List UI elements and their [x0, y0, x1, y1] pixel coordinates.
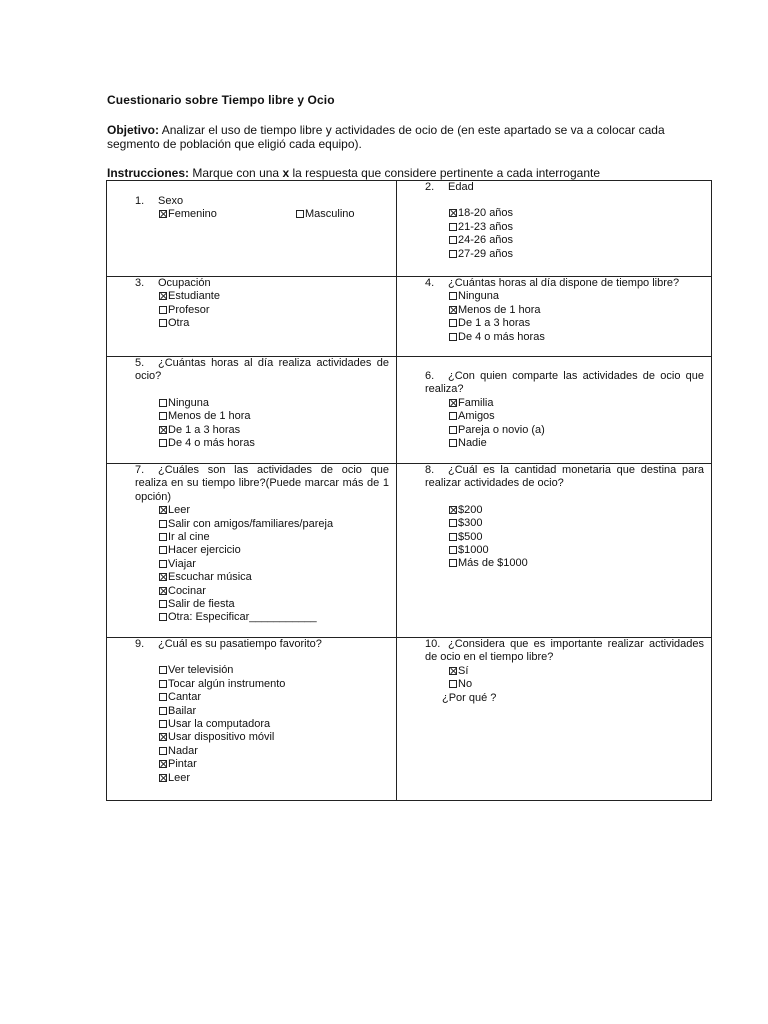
option-label: Familia	[458, 396, 494, 409]
question-5-cell	[107, 357, 397, 464]
checkbox-icon[interactable]	[159, 546, 167, 554]
option-item[interactable]	[159, 304, 389, 317]
table-row	[107, 357, 712, 464]
option-label: Hacer ejercicio	[168, 544, 241, 557]
option-label: Salir con amigos/familiares/pareja	[168, 517, 334, 530]
option-label: Nadie	[458, 437, 487, 450]
question-2-text: 2. Edad	[425, 181, 474, 193]
option-label: No	[458, 678, 473, 691]
option-label: Salir de fiesta	[168, 598, 235, 611]
option-label: Escuchar música	[168, 571, 252, 584]
question-10-text: 10. ¿Considera que es importante realizar actividades de ocio en el tiempo libre?	[425, 638, 704, 664]
option-label: Pareja o novio (a)	[458, 423, 545, 436]
option-item[interactable]	[449, 304, 704, 317]
option-item[interactable]	[449, 557, 704, 570]
option-label: $200	[458, 503, 483, 516]
checkbox-icon[interactable]	[159, 319, 167, 327]
question-2-options	[425, 207, 704, 261]
table-row	[107, 277, 712, 357]
checkbox-icon[interactable]	[159, 439, 167, 447]
question-4-cell	[397, 277, 712, 357]
option-label: Profesor	[168, 303, 210, 316]
option-item[interactable]	[449, 290, 704, 303]
option-item[interactable]	[449, 207, 704, 220]
option-item[interactable]	[159, 585, 389, 598]
option-label: Estudiante	[168, 290, 220, 303]
checkbox-icon[interactable]	[449, 559, 457, 567]
option-item[interactable]	[449, 437, 704, 450]
question-2-cell	[397, 181, 712, 277]
option-item[interactable]	[159, 691, 389, 704]
instructions-text-post: la respuesta que considere pertinente a cada interrogante	[289, 166, 600, 180]
question-7-text: 7. ¿Cuáles son las actividades de ocio que realiza en su tiempo libre?(Puede marcar más de 1 opción)	[135, 464, 389, 503]
option-item[interactable]	[159, 504, 389, 517]
option-label: Cantar	[168, 691, 202, 704]
option-item[interactable]	[449, 424, 704, 437]
option-label: Otra	[168, 317, 190, 330]
option-item[interactable]	[449, 317, 704, 330]
option-item[interactable]	[159, 571, 389, 584]
option-label: Usar la computadora	[168, 718, 271, 731]
question-7-options	[135, 504, 389, 625]
checkbox-icon[interactable]	[159, 587, 167, 595]
instructions-label: Instrucciones:	[107, 166, 190, 180]
question-1-options	[135, 208, 389, 221]
option-item[interactable]	[159, 531, 389, 544]
checkbox-icon[interactable]	[159, 292, 167, 300]
option-label: 21-23 años	[458, 220, 514, 233]
option-item[interactable]	[449, 248, 704, 261]
option-label: Pintar	[168, 758, 197, 771]
checkbox-icon[interactable]	[449, 250, 457, 258]
option-item[interactable]	[159, 544, 389, 557]
checkbox-icon[interactable]	[449, 680, 457, 688]
checkbox-icon[interactable]	[159, 426, 167, 434]
checkbox-icon[interactable]	[296, 210, 304, 218]
question-1-cell	[107, 181, 397, 277]
checkbox-icon[interactable]	[449, 319, 457, 327]
objective-label: Objetivo:	[107, 123, 160, 137]
checkbox-icon[interactable]	[159, 573, 167, 581]
option-label: De 1 a 3 horas	[168, 423, 241, 436]
checkbox-icon[interactable]	[449, 223, 457, 231]
objective-paragraph	[107, 123, 682, 151]
option-item[interactable]	[159, 611, 389, 624]
checkbox-icon[interactable]	[159, 747, 167, 755]
question-8-text: 8. ¿Cuál es la cantidad monetaria que destina para realizar actividades de ocio?	[425, 464, 704, 490]
option-item[interactable]	[159, 518, 389, 531]
option-label: Viajar	[168, 557, 196, 570]
question-9-options	[135, 664, 389, 785]
option-label: Ninguna	[458, 290, 499, 303]
checkbox-icon[interactable]	[449, 667, 457, 675]
checkbox-icon[interactable]	[449, 236, 457, 244]
option-item[interactable]	[449, 410, 704, 423]
instructions-text-pre: Marque con una	[189, 166, 283, 180]
option-item[interactable]	[449, 544, 704, 557]
option-item[interactable]	[159, 558, 389, 571]
instructions-paragraph	[107, 166, 727, 180]
checkbox-icon[interactable]	[159, 506, 167, 514]
checkbox-icon[interactable]	[449, 209, 457, 217]
option-label: 24-26 años	[458, 234, 514, 247]
checkbox-icon[interactable]	[449, 306, 457, 314]
option-item[interactable]	[159, 731, 389, 744]
option-item[interactable]	[449, 397, 704, 410]
question-1-text: 1. Sexo	[135, 195, 184, 207]
objective-text: Analizar el uso de tiempo libre y actividades de ocio de (en este apartado se va a colocar cada segmento de población que eligió cada equipo).	[107, 123, 665, 151]
option-label: Tocar algún instrumento	[168, 677, 286, 690]
checkbox-icon[interactable]	[449, 439, 457, 447]
checkbox-icon[interactable]	[159, 600, 167, 608]
questionnaire-title: Cuestionario sobre Tiempo libre y Ocio	[107, 93, 335, 107]
option-label: $500	[458, 530, 483, 543]
checkbox-icon[interactable]	[159, 613, 167, 621]
question-8-cell	[397, 464, 712, 638]
checkbox-icon[interactable]	[159, 520, 167, 528]
option-item[interactable]	[449, 678, 704, 691]
question-10-options	[425, 665, 704, 692]
question-4-text: 4. ¿Cuántas horas al día dispone de tiempo libre?	[425, 277, 680, 289]
question-10-cell	[397, 638, 712, 801]
question-8-options	[425, 504, 704, 571]
option-item[interactable]	[159, 410, 389, 423]
option-item[interactable]	[159, 598, 389, 611]
option-label: Otra: Especificar___________	[168, 611, 317, 624]
option-item[interactable]	[159, 290, 389, 303]
table-row	[107, 181, 712, 277]
option-item[interactable]	[449, 221, 704, 234]
question-3-text: 3. Ocupación	[135, 277, 211, 289]
option-label: De 4 o más horas	[458, 330, 545, 343]
option-label: Bailar	[168, 704, 197, 717]
option-label: $300	[458, 517, 483, 530]
option-item[interactable]	[449, 665, 704, 678]
option-item[interactable]	[159, 317, 389, 330]
option-label: Más de $1000	[458, 557, 528, 570]
question-9-cell	[107, 638, 397, 801]
checkbox-icon[interactable]	[159, 693, 167, 701]
table-row	[107, 638, 712, 801]
option-label: De 4 o más horas	[168, 437, 255, 450]
checkbox-icon[interactable]	[159, 306, 167, 314]
option-item[interactable]	[159, 424, 389, 437]
option-label: Leer	[168, 504, 191, 517]
checkbox-icon[interactable]	[449, 533, 457, 541]
checkbox-icon[interactable]	[449, 412, 457, 420]
checkbox-icon[interactable]	[159, 720, 167, 728]
option-item[interactable]	[159, 437, 389, 450]
checkbox-icon[interactable]	[159, 707, 167, 715]
question-6-options	[425, 397, 704, 451]
option-label: $1000	[458, 544, 489, 557]
checkbox-icon[interactable]	[449, 426, 457, 434]
checkbox-icon[interactable]	[159, 760, 167, 768]
option-label: De 1 a 3 horas	[458, 317, 531, 330]
option-label: 27-29 años	[458, 247, 514, 260]
followup-why: ¿Por qué ?	[442, 691, 497, 704]
checkbox-icon[interactable]	[449, 546, 457, 554]
checkbox-icon[interactable]	[159, 733, 167, 741]
option-item[interactable]	[449, 504, 704, 517]
checkbox-icon[interactable]	[449, 519, 457, 527]
table-row	[107, 464, 712, 638]
question-6-text: 6. ¿Con quien comparte las actividades de ocio que realiza?	[425, 370, 704, 396]
question-3-options	[135, 290, 389, 330]
checkbox-icon[interactable]	[449, 506, 457, 514]
checkbox-icon[interactable]	[159, 412, 167, 420]
option-item[interactable]	[449, 517, 704, 530]
option-label: Ver televisión	[168, 664, 234, 677]
option-item[interactable]	[159, 678, 389, 691]
option-label: Usar dispositivo móvil	[168, 731, 275, 744]
option-label: Leer	[168, 771, 191, 784]
question-9-text: 9. ¿Cuál es su pasatiempo favorito?	[135, 638, 322, 650]
instructions-mark: x	[282, 166, 290, 180]
question-6-cell	[397, 357, 712, 464]
option-item[interactable]	[449, 234, 704, 247]
option-item[interactable]	[449, 531, 704, 544]
question-5-text: 5. ¿Cuántas horas al día realiza actividades de ocio?	[135, 357, 389, 383]
question-7-cell	[107, 464, 397, 638]
checkbox-icon[interactable]	[159, 666, 167, 674]
question-5-options	[135, 397, 389, 451]
checkbox-icon[interactable]	[159, 533, 167, 541]
option-label: Ninguna	[168, 396, 209, 409]
question-3-cell	[107, 277, 397, 357]
option-item[interactable]	[159, 772, 389, 785]
option-item[interactable]	[159, 705, 389, 718]
checkbox-icon[interactable]	[449, 292, 457, 300]
question-4-options	[425, 290, 704, 344]
checkbox-icon[interactable]	[449, 333, 457, 341]
option-label: Cocinar	[168, 584, 206, 597]
checkbox-icon[interactable]	[159, 680, 167, 688]
option-label: Amigos	[458, 410, 495, 423]
option-masculino[interactable]: Masculino	[296, 208, 355, 221]
option-femenino[interactable]: Femenino	[159, 208, 296, 221]
option-item[interactable]	[159, 758, 389, 771]
option-label: Menos de 1 hora	[458, 303, 541, 316]
checkbox-icon[interactable]	[449, 399, 457, 407]
checkbox-icon[interactable]	[159, 560, 167, 568]
option-label: 18-20 años	[458, 207, 514, 220]
option-label: Nadar	[168, 744, 198, 757]
checkbox-icon[interactable]	[159, 399, 167, 407]
option-item[interactable]	[449, 331, 704, 344]
checkbox-icon[interactable]	[159, 774, 167, 782]
questionnaire-table	[106, 180, 712, 801]
option-label: Menos de 1 hora	[168, 410, 251, 423]
option-label: Ir al cine	[168, 531, 210, 544]
option-item[interactable]	[159, 397, 389, 410]
checkbox-icon[interactable]	[159, 210, 167, 218]
option-item[interactable]	[159, 745, 389, 758]
option-item[interactable]	[159, 664, 389, 677]
option-label: Sí	[458, 664, 469, 677]
option-item[interactable]	[159, 718, 389, 731]
